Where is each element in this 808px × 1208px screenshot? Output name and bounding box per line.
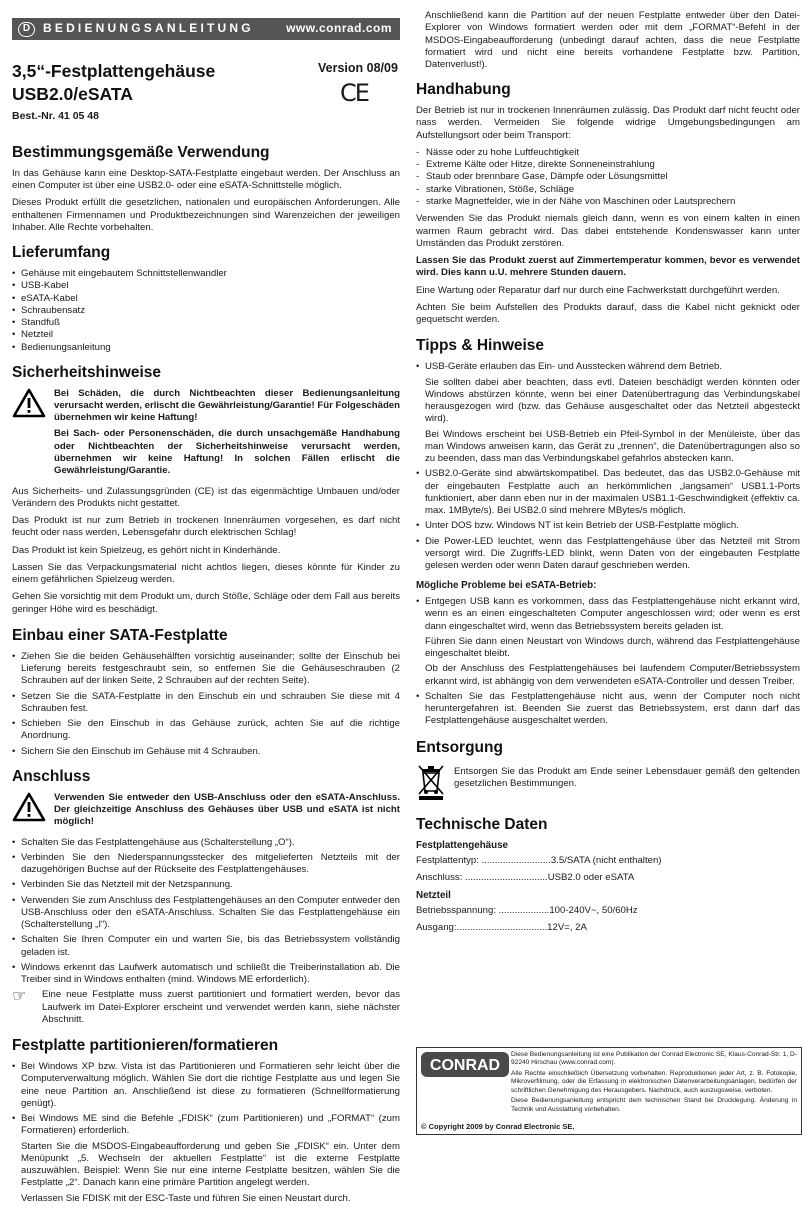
list-item: • Schalten Sie das Festplattengehäuse aus (Schalterstellung „O“).: [12, 837, 400, 849]
spec-row: Betriebsspannung: ................... 100-240V~, 50/60Hz: [416, 905, 638, 917]
list-item: • USB2.0-Geräte sind abwärtskompatibel. Das bedeutet, das das USB2.0-Gehäuse mit der eingebauten Festplatte auch an herkömmlichen „langsamen“ USB1.1-Ports funktioniert, aber dann eben nur in der maximalen USB1.1-Geschwindigkeit (effektiv ca. max. 1MByte/s). Bei USB2.0 sind mehrere MBytes/s möglich.: [416, 468, 800, 517]
warning-block: [12, 388, 400, 482]
list-item: • Verwenden Sie zum Anschluss des Festplattengehäuses an den Computer entweder den USB-Anschluss oder den eSATA-Anschluss. Schalten Sie das Festplattengehäuse ein (Schalterstellung „I“).: [12, 895, 400, 932]
list-item: • Sichern Sie den Einschub im Gehäuse mit 4 Schrauben.: [12, 746, 400, 758]
left-column: [12, 143, 400, 1208]
list-item: • Standfuß: [12, 317, 400, 329]
section-technical-data: [416, 815, 800, 935]
list-item: • Netzteil: [12, 329, 400, 341]
imprint-box: [416, 1047, 802, 1135]
section-heading: Anschluss: [12, 767, 91, 785]
section-scope-of-delivery: [12, 243, 400, 354]
warning-block: [12, 792, 400, 833]
section-heading: Einbau einer SATA-Festplatte: [12, 626, 228, 644]
paragraph: Eine Wartung oder Reparatur darf nur durch eine Fachwerkstatt durchgeführt werden.: [416, 284, 780, 296]
ce-mark: CE: [340, 79, 368, 107]
list-item: • Die Power-LED leuchtet, wenn das Festplattengehäuse über das Netzteil mit Strom versorgt wird. Die Zugriffs-LED blinkt, wenn Daten von der eingebauten Festplatte gelesen werden oder wenn Daten darauf geschrieben werden.: [416, 536, 800, 573]
paragraph: Aus Sicherheits- und Zulassungsgründen (CE) ist das eigenmächtige Umbauen und/oder Verändern des Produkts nicht gestattet.: [12, 485, 400, 509]
banner-url: www.conrad.com: [286, 21, 392, 36]
list-item: • Bei Windows XP bzw. Vista ist das Partitionieren und Formatieren sehr leicht über die Computerverwaltung möglich. Wählen Sie dort die richtige Festplatte aus und legen Sie eine neue Partition an. Anschließend ist diese zu formatieren (Schnellformatierung genügt).: [12, 1061, 400, 1110]
subheading: Mögliche Probleme bei eSATA-Betrieb:: [416, 580, 597, 592]
svg-text:CONRAD: CONRAD: [429, 1057, 501, 1074]
paragraph: Gehen Sie vorsichtig mit dem Produkt um, durch Stöße, Schläge oder dem Fall aus bereits geringer Höhe wird es beschädigt.: [12, 591, 400, 615]
list-item: • Schalten Sie das Festplattengehäuse nicht aus, wenn der Computer noch nicht heruntergefahren ist. Beenden Sie zuerst das Betriebssystem, erst dann darf das Festplattengehäuse ausgeschaltet werden.: [416, 691, 800, 728]
imprint-line: Alle Rechte einschließlich Übersetzung vorbehalten. Reproduktionen jeder Art, z. B. Fotokopie, Mikroverfilmung, oder die Erfassung in elektronischen Datenverarbeitungsanlagen, bedürfen der schriftlichen Genehmigung des Herausgebers. Nachdruck, auch auszugsweise, verboten.: [511, 1069, 797, 1094]
paragraph: Lassen Sie das Verpackungsmaterial nicht achtlos liegen, dieses könnte für Kinder zu einem gefährlichen Spielzeug werden.: [12, 561, 400, 586]
section-heading: Lieferumfang: [12, 244, 111, 262]
paragraph: Sie sollten dabei aber beachten, dass evtl. Dateien beschädigt werden könnten oder Windows abstürzen könnte, wenn bei einer Datenübertragung das Verbindungskabel herausgezogen wird (bzw. das Gehäuse ausgeschaltet oder das Netzteil abgesteckt wird).: [425, 376, 800, 425]
imprint-line: Diese Bedienungsanleitung ist eine Publikation der Conrad Electronic SE, Klaus-Conrad-Str. 1, D-92240 Hirschau (www.conrad.com).: [511, 1051, 797, 1067]
paragraph: Der Betrieb ist nur in trockenen Innenräumen zulässig. Das Produkt darf nicht feucht oder nass werden. Vermeiden Sie folgende widrige Umgebungsbedingungen am Aufstellungsort oder beim Transport:: [416, 105, 800, 141]
list-item: • Verbinden Sie den Niederspannungsstecker des mitgelieferten Netzteils mit der dazugehörigen Buchse auf der Rückseite des Festplattengehäuses.: [12, 852, 400, 877]
paragraph: Lassen Sie das Produkt zuerst auf Zimmertemperatur kommen, bevor es verwendet wird. Dies kann u.U. mehrere Stunden dauern.: [416, 255, 800, 279]
paragraph: Ob der Anschluss des Festplattengehäuses bei laufendem Computer/Betriebssystem erkannt wird, ist abhängig von dem verwendeten eSATA-Controller und dessen Treiber.: [425, 663, 800, 687]
section-heading: Bestimmungsgemäße Verwendung: [12, 144, 270, 161]
section-tips: [416, 336, 800, 727]
section-handling: [416, 80, 800, 326]
disposal-block: [416, 763, 800, 805]
warning-text: Verwenden Sie entweder den USB-Anschluss oder den eSATA-Anschluss. Der gleichzeitige Anschluss des Gehäuses über USB und eSATA ist nicht möglich!: [54, 791, 400, 828]
section-disposal: [416, 738, 800, 805]
language-badge: D: [18, 22, 35, 37]
list-item: • USB-Kabel: [12, 280, 400, 292]
list-item: • Gehäuse mit eingebautem Schnittstellenwandler: [12, 268, 400, 280]
imprint-line: Diese Bedienungsanleitung entspricht dem technischen Stand bei Drucklegung. Änderung in Technik und Ausstattung vorbehalten.: [511, 1097, 797, 1113]
list-item: • Schieben Sie den Einschub in das Gehäuse zurück, achten Sie auf die richtige Anordnung.: [12, 718, 400, 743]
paragraph: Führen Sie dann einen Neustart von Windows durch, während das Festplattengehäuse eingeschaltet bleibt.: [425, 635, 800, 660]
section-heading: Handhabung: [416, 81, 511, 99]
banner-title: BEDIENUNGSANLEITUNG: [43, 21, 254, 36]
list-item: - starke Vibrationen, Stöße, Schläge: [416, 184, 800, 196]
installation-list: [12, 651, 400, 758]
list-item: • Schraubensatz: [12, 305, 400, 317]
delivery-list: [12, 268, 400, 354]
spec-row: Festplattentyp: .......................... 3.5/SATA (nicht enthalten): [416, 855, 662, 867]
paragraph: Dieses Produkt erfüllt die gesetzlichen, nationalen und europäischen Anforderungen. Alle enthaltenen Firmennamen und Produktbezeichnungen sind Warenzeichen der jeweiligen Inhaber. Alle Rechte vorbehalten.: [12, 197, 400, 233]
list-item: • Bedienungsanleitung: [12, 342, 400, 354]
header-banner: [12, 18, 400, 40]
conditions-list: [416, 147, 800, 208]
section-heading: Sicherheitshinweise: [12, 363, 162, 381]
paragraph: Achten Sie beim Aufstellen des Produkts darauf, dass die Kabel nicht geknickt oder gequetscht werden.: [416, 301, 800, 326]
section-intended-use: [12, 143, 400, 234]
esata-problems-list: [416, 596, 800, 728]
note-text: Eine neue Festplatte muss zuerst partitioniert und formatiert werden, bevor das Laufwerk im Datei-Explorer erscheint und verwendet werden kann, siehe nächster Abschnitt.: [42, 989, 400, 1025]
list-item: • Unter DOS bzw. Windows NT ist kein Betrieb der USB-Festplatte möglich.: [416, 520, 800, 532]
tips-list: [416, 361, 800, 572]
list-item: - Nässe oder zu hohe Luftfeuchtigkeit: [416, 147, 800, 159]
section-heading: Entsorgung: [416, 738, 503, 756]
spec-group-title: Festplattengehäuse: [416, 839, 509, 851]
right-column: [416, 10, 800, 940]
section-sata-installation: [12, 626, 400, 758]
copyright: © Copyright 2009 by Conrad Electronic SE.: [421, 1122, 575, 1131]
version-label: Version 08/09: [318, 61, 398, 75]
paragraph: Anschließend kann die Partition auf der neuen Festplatte entweder über den Datei-Explorer von Windows formatiert werden oder mit dem „FORMAT“-Befehl in der MSDOS-Eingabeaufforderung (unbedingt darauf achten, dass die neue Festplatte formatiert wird und nicht eine bereits vorhandene Festplatte bzw. Partition, Datenverlust!).: [425, 10, 800, 71]
pointing-hand-icon: ☞: [12, 988, 27, 1006]
spec-group-title: Netzteil: [416, 889, 451, 901]
list-item: - Extreme Kälte oder Hitze, direkte Sonneneinstrahlung: [416, 159, 800, 171]
warning-icon: [12, 792, 48, 833]
paragraph: Das Produkt ist kein Spielzeug, es gehört nicht in Kinderhände.: [12, 544, 281, 556]
crossed-bin-icon: [416, 763, 446, 805]
list-item: • Entgegen USB kann es vorkommen, dass das Festplattengehäuse nicht erkannt wird, wenn es an einen eingeschalteten Computer angeschlossen wird; oder wenn es erst dann eingeschaltet wird, wenn das Betriebssystem bereits geladen ist. Führen Sie dann einen Neustart von Windows durch, während das Festplattengehäuse eingeschaltet bleibt. Ob der Anschluss des Festplattengehäuses bei laufendem Computer/Betriebssystem erkannt wird, ist abhängig von dem verwendeten eSATA-Controller und dessen Treiber.: [416, 596, 800, 688]
warning-icon: [12, 388, 48, 482]
paragraph: Bei Windows erscheint bei USB-Betrieb ein Pfeil-Symbol in der Menüleiste, über das man Windows anweisen kann, das Gerät zu „trennen“, die Datenübertragungen also so zu beenden, dass man das Verbindungskabel gefahrlos abstecken kann.: [425, 428, 800, 465]
connection-list: [12, 837, 400, 987]
imprint-text: [511, 1051, 797, 1116]
note-block: [12, 989, 400, 1026]
list-item: • Schalten Sie Ihren Computer ein und warten Sie, bis das Betriebssystem vollständig geladen ist.: [12, 934, 400, 959]
section-heading: Technische Daten: [416, 815, 548, 833]
disposal-text: Entsorgen Sie das Produkt am Ende seiner Lebensdauer gemäß den geltenden gesetzlichen Bestimmungen.: [454, 765, 800, 789]
list-item: • eSATA-Kabel: [12, 293, 400, 305]
product-title-line1: 3,5“-Festplattengehäuse: [12, 61, 216, 81]
product-title: [12, 60, 215, 106]
paragraph: Verwenden Sie das Produkt niemals gleich dann, wenn es von einem kalten in einen warmen Raum gebracht wird. Das dabei entstehende Kondenswasser kann unter Umständen das Produkt zerstören.: [416, 213, 800, 249]
list-item: • Ziehen Sie die beiden Gehäusehälften vorsichtig auseinander; sollte der Einschub bei Lieferung bereits festgeschraubt sein, so entfernen Sie die Gehäuseschrauben (2 Schrauben auf der linken Seite, 2 Schrauben auf der rechten Seite).: [12, 651, 400, 688]
list-item: • Bei Windows ME sind die Befehle „FDISK“ (zum Partitionieren) und „FORMAT“ (zum Formatieren) erforderlich. Starten Sie die MSDOS-Eingabeaufforderung und geben Sie „FDISK“ ein. Unter dem Menüpunkt „5. Wechseln der aktuellen Festplatte“ ist die externe Festplatte auszuwählen. Beispiel: Wenn Sie nur eine interne Festplatte besitzen, wählen Sie die Festplatte „2“. Danach kann eine primäre Partition angelegt werden. Verlassen Sie FDISK mit der ESC-Taste und führen Sie einen Neustart durch.: [12, 1113, 400, 1205]
order-number: Best.-Nr. 41 05 48: [12, 110, 99, 122]
paragraph: Das Produkt ist nur zum Betrieb in trockenen Innenräumen vorgesehen, es darf nicht feucht oder nass werden, Lebensgefahr durch elektrischen Schlag!: [12, 515, 400, 539]
section-heading: Festplatte partitionieren/formatieren: [12, 1037, 279, 1055]
product-title-line2: USB2.0/eSATA: [12, 83, 133, 104]
list-item: - starke Magnetfelder, wie in der Nähe von Maschinen oder Lautsprechern: [416, 196, 800, 208]
warning-text: Bei Sach- oder Personenschäden, die durch unsachgemäße Handhabung oder Nichtbeachten der Sicherheitshinweise verursacht werden, übernehmen wir keine Haftung! In solchen Fällen erlischt die Gewährleistung/Garantie.: [54, 428, 400, 477]
paragraph: In das Gehäuse kann eine Desktop-SATA-Festplatte eingebaut werden. Der Anschluss an einen Computer ist über eine USB2.0- oder eine eSATA-Schnittstelle möglich.: [12, 167, 400, 192]
spec-row: Anschluss: ............................... USB2.0 oder eSATA: [416, 872, 635, 884]
section-connection: [12, 767, 400, 1026]
warning-text: Bei Schäden, die durch Nichtbeachten dieser Bedienungsanleitung verursacht werden, erlischt die Gewährleistung/Garantie! Für Folgeschäden übernehmen wir keine Haftung!: [54, 387, 401, 424]
spec-row: Ausgang:.................................. 12V=, 2A: [416, 922, 587, 934]
list-item: - Staub oder brennbare Gase, Dämpfe oder Lösungsmittel: [416, 171, 800, 183]
partition-list: [12, 1061, 400, 1205]
list-item: • Verbinden Sie das Netzteil mit der Netzspannung.: [12, 879, 400, 891]
list-item: • Windows erkennt das Laufwerk automatisch und schließt die Treiberinstallation ab. Die Treiber sind in Windows enthalten (mind. Windows ME erforderlich).: [12, 962, 400, 987]
section-partitioning: [12, 1036, 400, 1205]
paragraph: Starten Sie die MSDOS-Eingabeaufforderung und geben Sie „FDISK“ ein. Unter dem Menüpunkt „5. Wechseln der aktuellen Festplatte“ ist die externe Festplatte auszuwählen. Beispiel: Wenn Sie nur eine interne Festplatte besitzen, wählen Sie die Festplatte „2“. Danach kann eine primäre Partition angelegt werden.: [21, 1140, 400, 1189]
list-item: • Setzen Sie die SATA-Festplatte in den Einschub ein und schrauben Sie diese mit 4 Schrauben fest.: [12, 691, 400, 716]
section-heading: Tipps & Hinweise: [416, 337, 545, 355]
paragraph: Verlassen Sie FDISK mit der ESC-Taste und führen Sie einen Neustart durch.: [21, 1192, 351, 1204]
conrad-logo: [421, 1052, 509, 1077]
list-item: • USB-Geräte erlauben das Ein- und Ausstecken während dem Betrieb. Sie sollten dabei aber beachten, dass evtl. Dateien beschädigt werden könnten oder Windows abstürzen könnte, wenn bei einer Datenübertragung das Verbindungskabel herausgezogen wird (bzw. das Gehäuse ausgeschaltet oder das Netzteil abgesteckt wird). Bei Windows erscheint bei USB-Betrieb ein Pfeil-Symbol in der Menüleiste, über das man Windows anweisen kann, das Gerät zu „trennen“, die Datenübertragungen also so zu beenden, dass man das Verbindungskabel gefahrlos abstecken kann.: [416, 361, 800, 465]
section-safety: [12, 363, 400, 616]
